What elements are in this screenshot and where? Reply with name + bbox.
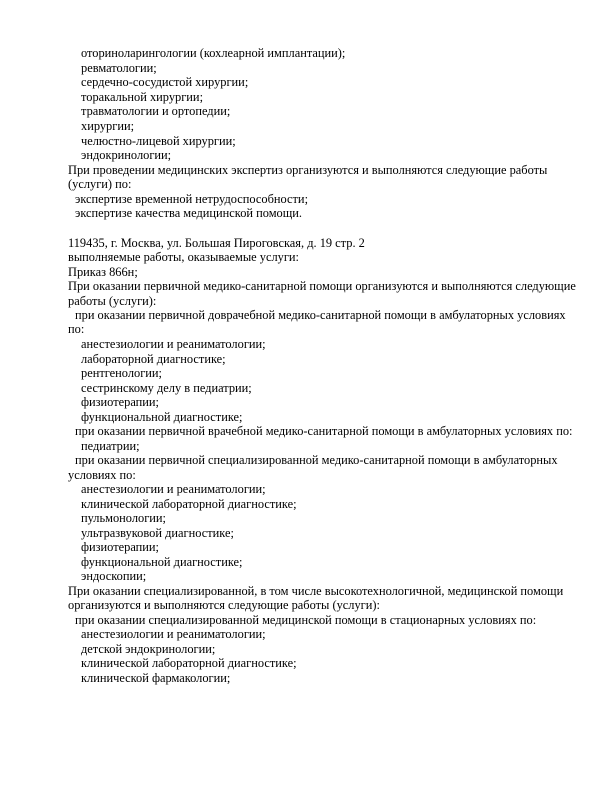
list-item: ультразвуковой диагностике;	[81, 526, 234, 540]
list-item: хирургии;	[81, 119, 135, 133]
list-item: сестринскому делу в педиатрии;	[81, 381, 252, 395]
paragraph-line: (услуги) по:	[68, 177, 132, 191]
list-item: физиотерапии;	[81, 395, 159, 409]
paragraph-line: При проведении медицинских экспертиз организуются и выполняются следующие работы	[68, 163, 548, 177]
subsection-line: при оказании первичной врачебной медико-санитарной помощи в амбулаторных условиях по:	[75, 424, 573, 438]
list-item: лабораторной диагностике;	[81, 352, 226, 366]
paragraph-line: выполняемые работы, оказываемые услуги:	[68, 250, 300, 264]
subsection-line: при оказании первичной доврачебной медико-санитарной помощи в амбулаторных условиях	[75, 308, 566, 322]
subsection-line: по:	[68, 322, 85, 336]
subsection-line: при оказании специализированной медицинской помощи в стационарных условиях по:	[75, 613, 537, 627]
order-line: Приказ 866н;	[68, 265, 138, 279]
list-item: оториноларингологии (кохлеарной имплантации);	[81, 46, 346, 60]
paragraph-line: При оказании первичной медико-санитарной помощи организуются и выполняются следующие	[68, 279, 576, 293]
list-item: физиотерапии;	[81, 540, 159, 554]
list-item: педиатрии;	[81, 439, 140, 453]
list-item: экспертизе качества медицинской помощи.	[75, 206, 303, 220]
paragraph-line: работы (услуги):	[68, 294, 157, 308]
list-item: детской эндокринологии;	[81, 642, 216, 656]
list-item: челюстно-лицевой хирургии;	[81, 134, 236, 148]
paragraph-line: При оказании специализированной, в том числе высокотехнологичной, медицинской помощи	[68, 584, 564, 598]
list-item: анестезиологии и реаниматологии;	[81, 627, 266, 641]
list-item: торакальной хирургии;	[81, 90, 204, 104]
subsection-line: условиях по:	[68, 468, 136, 482]
list-item: функциональной диагностике;	[81, 410, 243, 424]
list-item: анестезиологии и реаниматологии;	[81, 482, 266, 496]
list-item: клинической лабораторной диагностике;	[81, 656, 297, 670]
list-item: клинической фармакологии;	[81, 671, 231, 685]
list-item: пульмонологии;	[81, 511, 166, 525]
address-line: 119435, г. Москва, ул. Большая Пироговская, д. 19 стр. 2	[68, 236, 365, 250]
list-item: сердечно-сосудистой хирургии;	[81, 75, 249, 89]
list-item: эндоскопии;	[81, 569, 147, 583]
list-item: эндокринологии;	[81, 148, 172, 162]
subsection-line: при оказании первичной специализированной медико-санитарной помощи в амбулаторных	[75, 453, 558, 467]
list-item: анестезиологии и реаниматологии;	[81, 337, 266, 351]
list-item: функциональной диагностике;	[81, 555, 243, 569]
list-item: рентгенологии;	[81, 366, 162, 380]
list-item: травматологии и ортопедии;	[81, 104, 231, 118]
list-item: экспертизе временной нетрудоспособности;	[75, 192, 309, 206]
list-item: ревматологии;	[81, 61, 157, 75]
paragraph-line: организуются и выполняются следующие работы (услуги):	[68, 598, 380, 612]
list-item: клинической лабораторной диагностике;	[81, 497, 297, 511]
